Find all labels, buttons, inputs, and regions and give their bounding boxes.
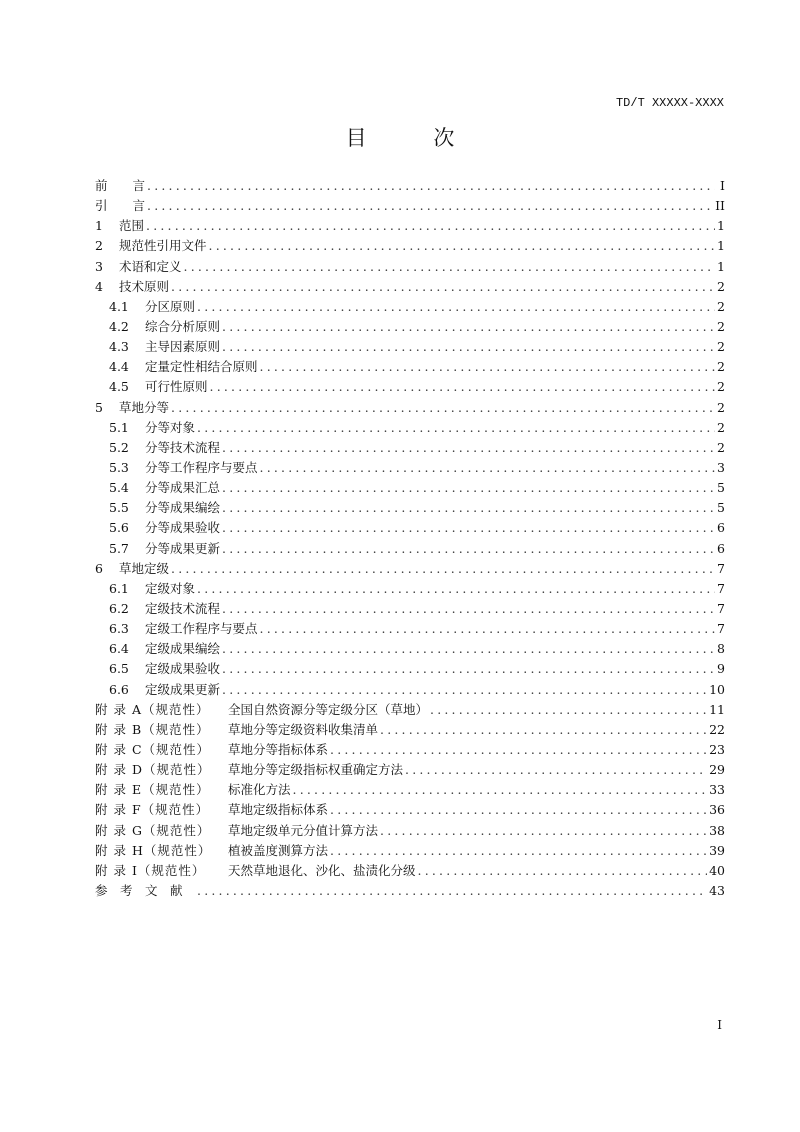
toc-entry[interactable] — [95, 418, 725, 438]
toc-entry[interactable] — [95, 780, 725, 800]
toc-entry[interactable] — [95, 861, 725, 881]
dot-leader — [210, 379, 715, 394]
toc-entry-number: 4.1 — [109, 298, 129, 314]
toc-entry-page: 5 — [717, 500, 725, 516]
toc-entry-title: 定级成果验收 — [145, 661, 221, 677]
dot-leader — [330, 742, 707, 757]
toc-entry-title: 参 考 文 献 — [95, 882, 196, 898]
toc-entry-number: 4.5 — [109, 379, 129, 395]
toc-entry-number: 6.5 — [109, 661, 129, 677]
toc-entry[interactable] — [95, 539, 725, 559]
toc-entry[interactable] — [95, 277, 725, 297]
toc-entry-number: 3 — [95, 258, 103, 274]
toc-entry-title: 分等成果验收 — [145, 520, 221, 536]
toc-entry-number: 4.4 — [109, 359, 129, 375]
toc-entry-page: II — [715, 198, 725, 214]
toc-entry[interactable] — [95, 740, 725, 760]
toc-entry[interactable] — [95, 760, 725, 780]
toc-entry-page: 38 — [709, 822, 725, 838]
dot-leader — [330, 802, 707, 817]
toc-entry-number: 附 录 D（规范性） — [95, 762, 211, 778]
dot-leader — [222, 661, 715, 676]
toc-entry[interactable] — [95, 518, 725, 538]
toc-entry[interactable] — [95, 257, 725, 277]
toc-entry-number: 附 录 F（规范性） — [95, 802, 210, 818]
toc-entry-title: 草地分等指标体系 — [228, 741, 329, 757]
toc-entry-title: 植被盖度测算方法 — [228, 842, 329, 858]
dot-leader — [222, 480, 715, 495]
toc-entry-page: 2 — [717, 399, 725, 415]
toc-entry-page: 2 — [717, 419, 725, 435]
page-number: I — [717, 1018, 722, 1032]
toc-entry[interactable] — [95, 639, 725, 659]
toc-entry-title: 草地定级 — [119, 560, 170, 576]
dot-leader — [147, 198, 713, 213]
dot-leader — [405, 762, 707, 777]
toc-entry[interactable] — [95, 398, 725, 418]
toc-entry-page: 3 — [717, 459, 725, 475]
dot-leader — [147, 178, 715, 193]
dot-leader — [380, 722, 707, 737]
toc-entry[interactable] — [95, 579, 725, 599]
toc-entry-number: 5.7 — [109, 540, 129, 556]
toc-entry-page: 23 — [709, 741, 725, 757]
dot-leader — [197, 883, 707, 898]
toc-entry-title: 定量定性相结合原则 — [145, 359, 258, 375]
toc-entry-page: 2 — [717, 278, 725, 294]
toc-entry-title: 分等成果更新 — [145, 540, 221, 556]
toc-entry-number: 5.1 — [109, 419, 129, 435]
toc-entry-number: 附 录 A（规范性） — [95, 701, 210, 717]
toc-entry-title: 天然草地退化、沙化、盐渍化分级 — [228, 862, 416, 878]
toc-entry-title: 定级工作程序与要点 — [145, 621, 258, 637]
toc-entry-page: 7 — [717, 621, 725, 637]
toc-entry-number: 6.3 — [109, 621, 129, 637]
toc-entry-page: 9 — [717, 661, 725, 677]
toc-entry[interactable] — [95, 478, 725, 498]
toc-entry-page: 2 — [717, 359, 725, 375]
toc-entry-number: 4 — [95, 278, 103, 294]
toc-entry-title: 前 言 — [95, 178, 146, 193]
toc-entry-title: 草地分等定级资料收集清单 — [228, 721, 379, 737]
toc-entry[interactable] — [95, 357, 725, 377]
toc-entry-title: 规范性引用文件 — [119, 238, 207, 254]
toc-entry-title: 草地定级单元分值计算方法 — [228, 822, 379, 838]
dot-leader — [222, 440, 715, 455]
toc-entry-page: 10 — [709, 681, 725, 697]
toc-entry-title: 分等成果编绘 — [145, 500, 221, 516]
document-code: TD/T XXXXX-XXXX — [615, 96, 724, 110]
toc-entry[interactable] — [95, 498, 725, 518]
dot-leader — [222, 520, 715, 535]
toc-entry-number: 5.6 — [109, 520, 129, 536]
toc-entry-title: 定级成果更新 — [145, 681, 221, 697]
toc-entry-page: I — [720, 178, 725, 193]
toc-entry-title: 术语和定义 — [119, 258, 182, 274]
toc-entry[interactable] — [95, 236, 725, 256]
toc-entry-title: 草地分等 — [119, 399, 170, 415]
toc-entry-number: 4.2 — [109, 318, 129, 334]
toc-entry-title: 定级对象 — [145, 580, 196, 596]
toc-entry-page: 6 — [717, 540, 725, 556]
toc-entry-number: 6.2 — [109, 600, 129, 616]
toc-entry[interactable] — [95, 619, 725, 639]
toc-entry-number: 5.5 — [109, 500, 129, 516]
toc-entry-title: 范围 — [119, 218, 145, 234]
toc-entry-title: 定级成果编绘 — [145, 641, 221, 657]
dot-leader — [197, 581, 715, 596]
toc-entry[interactable] — [95, 196, 725, 216]
dot-leader — [222, 641, 715, 656]
toc-entry-page: 33 — [709, 782, 725, 798]
toc-entry-number: 4.3 — [109, 339, 129, 355]
toc-entry-number: 附 录 G（规范性） — [95, 822, 211, 838]
dot-leader — [418, 863, 708, 878]
toc-entry-page: 1 — [717, 258, 725, 274]
toc-entry[interactable] — [95, 297, 725, 317]
toc-entry-title: 分等成果汇总 — [145, 480, 221, 496]
toc-entry-page: 8 — [717, 641, 725, 657]
toc-entry-number: 附 录 C（规范性） — [95, 741, 211, 757]
toc-entry[interactable] — [95, 377, 725, 397]
toc-entry[interactable] — [95, 458, 725, 478]
toc-entry[interactable] — [95, 176, 725, 196]
toc-entry-number: 5.4 — [109, 480, 129, 496]
toc-entry-page: 11 — [709, 701, 725, 717]
toc-entry[interactable] — [95, 841, 725, 861]
toc-entry-number: 5.2 — [109, 439, 129, 455]
toc-entry-title: 全国自然资源分等定级分区（草地） — [228, 701, 429, 717]
dot-leader — [293, 782, 708, 797]
toc-entry-number: 6.4 — [109, 641, 129, 657]
dot-leader — [197, 299, 715, 314]
toc-entry-title: 分等技术流程 — [145, 439, 221, 455]
page-title: 目 次 — [345, 126, 485, 150]
toc-entry-page: 36 — [709, 802, 725, 818]
toc-entry-number: 6.1 — [109, 580, 129, 596]
toc-entry-page: 2 — [717, 339, 725, 355]
dot-leader — [171, 400, 715, 415]
dot-leader — [330, 843, 707, 858]
dot-leader — [171, 561, 715, 576]
toc-entry-title: 草地定级指标体系 — [228, 802, 329, 818]
toc-entry-title: 分等对象 — [145, 419, 196, 435]
toc-entry-page: 29 — [709, 762, 725, 778]
dot-leader — [430, 702, 707, 717]
toc-entry[interactable] — [95, 659, 725, 679]
toc-entry-number: 6 — [95, 560, 103, 576]
toc-entry-page: 39 — [709, 842, 725, 858]
dot-leader — [184, 259, 715, 274]
toc-entry-page: 5 — [717, 480, 725, 496]
dot-leader — [380, 823, 707, 838]
toc-entry-title: 可行性原则 — [145, 379, 208, 395]
toc-entry-number: 附 录 I（规范性） — [95, 862, 206, 878]
toc-entry-title: 主导因素原则 — [145, 339, 221, 355]
dot-leader — [171, 279, 715, 294]
toc-entry-page: 22 — [709, 721, 725, 737]
dot-leader — [260, 460, 715, 475]
dot-leader — [222, 500, 715, 515]
toc-entry-page: 1 — [717, 238, 725, 254]
toc-entry-title: 分等工作程序与要点 — [145, 459, 258, 475]
toc-entry-number: 附 录 E（规范性） — [95, 782, 210, 798]
toc-entry-page: 40 — [709, 862, 725, 878]
dot-leader — [222, 319, 715, 334]
toc-entry[interactable] — [95, 438, 725, 458]
toc-entry-page: 2 — [717, 439, 725, 455]
toc-entry-title: 技术原则 — [119, 278, 170, 294]
toc-entry-number: 6.6 — [109, 681, 129, 697]
toc-entry-page: 2 — [717, 298, 725, 314]
toc-entry-number: 附 录 B（规范性） — [95, 721, 210, 737]
toc-entry[interactable] — [95, 317, 725, 337]
toc-entry-title: 草地分等定级指标权重确定方法 — [228, 762, 404, 778]
dot-leader — [209, 238, 715, 253]
toc-entry-page: 2 — [717, 318, 725, 334]
toc-entry-title: 分区原则 — [145, 298, 196, 314]
dot-leader — [197, 420, 715, 435]
toc-entry[interactable] — [95, 216, 725, 236]
toc-entry-page: 7 — [717, 560, 725, 576]
dot-leader — [222, 601, 715, 616]
dot-leader — [260, 359, 715, 374]
dot-leader — [222, 339, 715, 354]
toc-entry[interactable] — [95, 337, 725, 357]
toc-entry[interactable] — [95, 720, 725, 740]
toc-entry-page: 43 — [709, 882, 725, 898]
toc-entry-number: 5 — [95, 399, 103, 415]
toc-entry-page: 6 — [717, 520, 725, 536]
toc-entry-title: 综合分析原则 — [145, 318, 221, 334]
dot-leader — [222, 541, 715, 556]
toc-entry-title: 引 言 — [95, 198, 146, 214]
toc-entry-number: 1 — [95, 218, 103, 234]
toc-entry-number: 附 录 H（规范性） — [95, 842, 212, 858]
toc-entry[interactable] — [95, 599, 725, 619]
toc-entry[interactable] — [95, 881, 725, 901]
toc-entry-page: 1 — [717, 218, 725, 234]
toc-entry[interactable] — [95, 700, 725, 720]
toc-entry-title: 标准化方法 — [228, 782, 291, 798]
toc-entry[interactable] — [95, 800, 725, 820]
toc-entry-page: 7 — [717, 600, 725, 616]
toc-entry[interactable] — [95, 821, 725, 841]
table-of-contents — [95, 176, 725, 901]
dot-leader — [260, 621, 715, 636]
toc-entry[interactable] — [95, 559, 725, 579]
dot-leader — [222, 682, 707, 697]
toc-entry-title: 定级技术流程 — [145, 600, 221, 616]
toc-entry-page: 7 — [717, 580, 725, 596]
toc-entry[interactable] — [95, 680, 725, 700]
toc-entry-number: 5.3 — [109, 459, 129, 475]
toc-entry-number: 2 — [95, 238, 103, 254]
toc-entry-page: 2 — [717, 379, 725, 395]
dot-leader — [146, 218, 715, 233]
